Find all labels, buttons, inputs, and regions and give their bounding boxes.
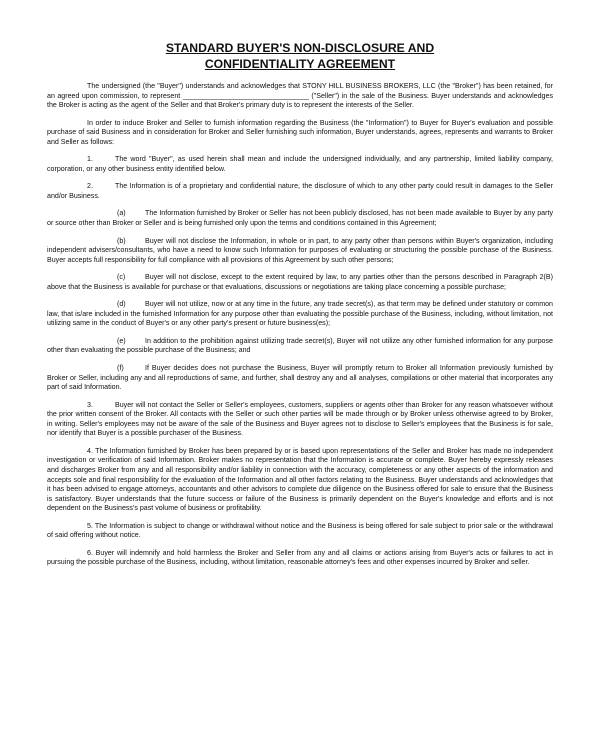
paragraph-2c-label: (c) [117, 273, 126, 282]
paragraph-2b-label: (b) [117, 236, 126, 245]
paragraph-2 [47, 182, 553, 201]
paragraph-2e [47, 337, 553, 356]
paragraph-2a-text: The Information furnished by Broker or Seller has not been publicly disclosed, has not been made available to Buyer by any party or source other than Broker or Seller and is being furnished only upon the terms and conditions contained in this Agreement; [47, 209, 553, 228]
paragraph-2f [47, 364, 553, 393]
paragraph-2f-label: (f) [117, 364, 124, 373]
paragraph-2c [47, 273, 553, 292]
paragraph-5: 5. The Information is subject to change or withdrawal without notice and the Business is being offered for sale subject to prior sale or the withdrawal of said offering without notice. [47, 521, 553, 540]
paragraph-2f-text: If Buyer decides does not purchase the Business, Buyer will promptly return to Broker all Information previously furnished by Broker or Seller, including any and all reproductions of same, and further, shall destroy any and all analyses, compilations or other material that incorporates any part of said Information. [47, 364, 553, 392]
intro-paragraph: The undersigned (the "Buyer") understands and acknowledges that STONY HILL BUSINESS BROKERS, LLC (the "Broker") has been retained, for an agreed upon commission, to represent ________________________________ ("Seller") in the sale of the Business. Buyer understands and acknowledges the Broker is acting as the agent of the Seller and that Broker's primary duty is to represent the interests of the Seller. [47, 82, 553, 110]
title-line-2: CONFIDENTIALITY AGREEMENT [204, 57, 396, 71]
paragraph-2-number: 2. [87, 182, 93, 191]
document-title [47, 40, 553, 72]
paragraph-2b [47, 237, 553, 266]
paragraph-1-number: 1. [87, 155, 93, 164]
paragraph-3 [47, 401, 553, 439]
paragraph-2c-text: Buyer will not disclose, except to the extent required by law, to any parties other than the persons described in Paragraph 2(B) above that the Business is available for purchase or that evaluations, discussions or negotiations are taking place concerning a possible purchase; [47, 273, 553, 291]
inducement-paragraph: In order to induce Broker and Seller to furnish information regarding the Business (the "Information") to Buyer for Buyer's evaluation and possible purchase of said Business and in consideration for Broker and Seller furnishing such information, Buyer understands, agrees, represents and warrants to Broker and Seller as follows: [47, 118, 553, 146]
paragraph-2d-label: (d) [117, 300, 126, 309]
paragraph-1 [47, 155, 553, 174]
paragraph-2-text: The Information is of a proprietary and confidential nature, the disclosure of which to any other party could result in damages to the Seller and/or Business. [47, 182, 553, 200]
paragraph-6: 6. Buyer will indemnify and hold harmless the Broker and Seller from any and all claims or actions arising from Buyer's acts or failures to act in pursuing the possible purchase of the Business, including, without limitation, reasonable attorney's fees and other expenses incurred by Broker and seller. [47, 548, 553, 567]
paragraph-2a-label: (a) [117, 209, 126, 218]
paragraph-2e-label: (e) [117, 336, 126, 345]
title-line-1: STANDARD BUYER'S NON-DISCLOSURE AND [165, 41, 435, 55]
paragraph-2b-text: Buyer will not disclose the Information, in whole or in part, to any party other than persons within Buyer's organization, including independent advisers/consultants, who have a need to know such Information for purposes of evaluating or structuring the possible purchase of the Business. Buyer accepts full responsibility for full compliance with all provisions of this Agreement by such other persons; [47, 236, 553, 264]
paragraph-3-text: Buyer will not contact the Seller or Seller's employees, customers, suppliers or agents other than Broker for any reason whatsoever without the prior written consent of the Broker. All contacts with the Seller or such other parties will be made through or by Broker unless otherwise agreed to by Broker, in writing. Seller's employees may not be aware of the sale of the Business and Buyer agrees not to disclose to Seller's employees that the Business is for sale, nor identify that Buyer is a possible purchaser of the Business. [47, 400, 553, 438]
paragraph-2d-text: Buyer will not utilize, now or at any time in the future, any trade secret(s), as that term may be defined under statutory or common law, that is/are included in the furnished Information for any purpose other than evaluating the possible purchase of the Business, including, without limitation, not utilizing same in the conduct of Buyer's or any other party's present or future business(es); [47, 300, 553, 328]
paragraph-1-text: The word "Buyer", as used herein shall mean and include the undersigned individually, and any partnership, limited liability company, corporation, or any other business entity identified below. [47, 155, 553, 173]
paragraph-3-number: 3. [87, 400, 93, 409]
paragraph-2e-text: In addition to the prohibition against utilizing trade secret(s), Buyer will not utilize any other furnished information for any purpose other than evaluating the possible purchase of the Business; and [47, 336, 553, 355]
paragraph-2a [47, 209, 553, 228]
paragraph-4: 4. The Information furnished by Broker has been prepared by or is based upon representations of the Seller and Broker has made no independent investigation or verification of said Information. Broker makes no representation that the Information is accurate or complete. Buyer hereby expressly releases and discharges Broker from any and all responsibility and/or liability in connection with the accuracy, completeness or any other aspects of the information and accepts sole and final responsibility for the evaluation of the Information and all other factors relating to the Business. Buyer understands and acknowledges that it has been advised to engage attorneys, accountants and other advisors to complete due diligence on the Business offered for sale to ensure that the Business is satisfactory. Buyer understands that the future success or failure of the Business is primarily dependent on the Buyer's knowledge and efforts and is not dependent on the Business's past volume of business or profitability. [47, 446, 553, 513]
paragraph-2d [47, 300, 553, 329]
